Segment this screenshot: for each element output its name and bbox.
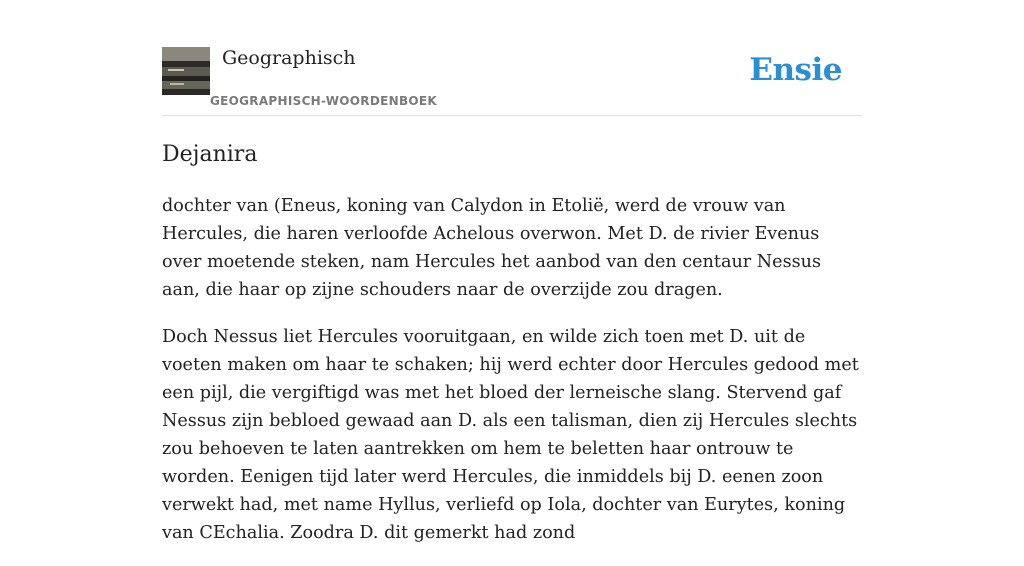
- article-title: Dejanira: [162, 142, 258, 167]
- article-body: [162, 192, 862, 566]
- article-paragraph: dochter van (Eneus, koning van Calydon in Etolië, werd de vrouw van Hercules, die haren verloofde Achelous overwon. Met D. de rivier Evenus over moetende steken, nam Hercules het aanbod van den centaur Nessus aan, die haar op zijne schouders naar de overzijde zou dragen.: [162, 196, 822, 300]
- source-slug[interactable]: GEOGRAPHISCH-WOORDENBOEK: [210, 94, 437, 108]
- source-title[interactable]: Geographisch: [222, 47, 356, 69]
- source-header: [162, 0, 862, 116]
- book-spines-icon: [162, 47, 210, 95]
- article-paragraph: Doch Nessus liet Hercules vooruitgaan, en wilde zich toen met D. uit de voeten maken om haar te schaken; hij werd echter door Hercules gedood met een pijl, die vergiftigd was met het bloed der lerneische slang. Stervend gaf Nessus zijn bebloed gewaad aan D. als een talisman, dien zij Hercules slechts zou behoeven te laten aantrekken om hem te beletten haar ontrouw te worden. Eenigen tijd later werd Hercules, die inmiddels bij D. eenen zoon verwekt had, met name Hyllus, verliefd op Iola, dochter van Eurytes, koning van CEchalia. Zoodra D. dit gemerkt had zond: [162, 327, 859, 543]
- brand-logo[interactable]: Ensie: [749, 52, 842, 88]
- source-avatar[interactable]: [162, 47, 210, 95]
- content-column: [162, 0, 862, 543]
